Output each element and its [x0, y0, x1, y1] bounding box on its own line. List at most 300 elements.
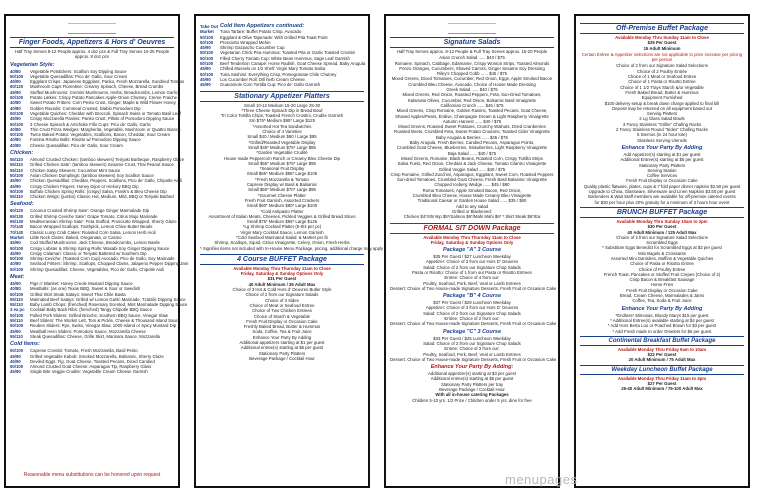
- salad-line: Greek Salad ...... $40 / $75: [446, 87, 498, 93]
- menu-item-name: Cod Stuffed Mushrooms: Jack Cheese, Breadcrumbs, Lemon Basile: [30, 240, 160, 246]
- menu-item-name: Vegetarian Chick Pea Hummus: Toasted Pita or Garlic Toasted Crostini: [220, 50, 356, 56]
- package-line: Entree: Choice of 3 from our:: [444, 346, 500, 352]
- package-a-lines: [390, 254, 557, 291]
- platter-line: Tri Color Tortilla Chips, Toasted French Crostini, Crudite Garnish: [220, 113, 344, 119]
- menu-item-name: Potato Latkes: Crispy Potato Pancakes Apple-Onion Chutney, Creme Fraiche: [30, 95, 178, 101]
- watermark-text: menupages: [505, 472, 578, 487]
- menu-item-name: Vegetable Potstickers: Scallion Soy Dipping Sauce: [30, 68, 127, 74]
- menu-item-name: Eggplant Crisps: Japanese Eggplant, Panko, Fresh Mozzarella, Sundried Tomato: [30, 79, 185, 85]
- menu-item-price: 50/100: [10, 73, 24, 79]
- menu-item-price: 60/120: [10, 208, 24, 214]
- menu-item-price: 40/80: [10, 68, 21, 74]
- menu-item: [10, 334, 174, 339]
- package-line: Entree: Choice of 2 from our:: [444, 316, 500, 322]
- in-house-note: With all in-house catering Packages: [435, 392, 509, 398]
- buffet-line: $100 delivery setup & break down charge applied to final bill: [604, 100, 720, 106]
- menu-item-price: Market: [10, 234, 24, 240]
- salad-line: Grilled or Blackened:: [452, 208, 492, 214]
- buffet-line: Choice of 2 Poultry Entrée: [636, 68, 688, 74]
- brunch-line: Choice of Pasta or Risotto Entree: [630, 261, 694, 267]
- platter-list: [200, 107, 384, 251]
- package-line: Appetizer: Choice of 3 from our Hors D' Oeuvres: [425, 259, 519, 265]
- salad-line: Shaved Apples/Pears, Endive, Champagne Dream & Light Raspberry Vinaigrette: [395, 113, 549, 119]
- platter-line: *Gourmet Cheese Platter: [257, 192, 306, 198]
- brunch-enhance-title: Enhance Your Party By Adding: [621, 305, 703, 312]
- platter-line: Shrimp, Scallops, Squid, Citrus Vinaigrette, Celery, Onion, Fresh Herbs: [214, 240, 350, 246]
- restaurant-logo: [390, 20, 554, 36]
- menu-item-name: Thin Crust Pizza Wedges: Margherita, Vegetable, Mushroom or Quattro Bianco: [30, 126, 181, 132]
- brunch-line: Choice of Poultry Entree: [638, 266, 686, 272]
- buffet-line: 2 Lg Glass Salad Bowls: [639, 116, 685, 122]
- buffet-lines: [580, 63, 744, 142]
- brunch-line: Bread, Cream Cheese, Marmalades & Jams: [619, 293, 705, 299]
- enhance-line: Fresh Fruit Display or Occasion Cake: [626, 178, 698, 184]
- menu-item-price: 50/100: [10, 364, 24, 370]
- enhance-line: Coffee Services: [646, 173, 678, 179]
- menu-item-price: 45/90: [10, 89, 21, 95]
- menu-item-price: 50/100: [10, 188, 24, 194]
- package-b-title: Package "B" 4 Course: [442, 293, 502, 300]
- menu-item-name: Almond Crusted Chicken: (tamboo skewers) Teriyaki Barbeque, Raspberry Glaze: [30, 157, 185, 163]
- platter-line: Small $60* Medium $80* Large $100: [246, 203, 318, 209]
- package-line: Salad: Choice of 2 from our Signature Chop Salads: [423, 340, 521, 346]
- enhance-line: Quality plastic flatware, plates, cups & 7 fold paper dinner napkins $2.50 per guest: [583, 183, 741, 189]
- brunch-minimum: 40 Adult Minimum / 125 Adult Max: [627, 229, 697, 235]
- salad-line: Baby Arugula & Berries ...... $45 / $75: [436, 134, 508, 140]
- restaurant-logo: [10, 20, 174, 36]
- salad-line: Roma Tomatoes, Apple Smoked Bacon, Red Onion,: [422, 187, 522, 193]
- buffet-line: Choice of 1 Pasta or Risotto Entree: [628, 79, 696, 85]
- menu-item-name: Marinated Beef Satays: Grilled w/ Lemon Garlic Marinade, Tzatziki Dipping Sauce: [30, 296, 186, 302]
- enhance-line: Stationary Party Platters per tray: [440, 381, 504, 387]
- menu-item-name: Lox Cucumber Roll: Dill herb Cream Cheese: [220, 76, 305, 82]
- brunch-enhance-lines: [580, 313, 744, 334]
- platters-title: Stationary Appetizer Platters: [200, 91, 364, 102]
- menu-item-name: Baby Lamb Chops: (frenched) Rosemary Scented, Mint Marmalade Dipping Sauce: [30, 302, 188, 308]
- platter-line: *Cold Antipasto Platter: [260, 208, 304, 214]
- menu-item-price: 40/80: [10, 126, 21, 132]
- brunch-enhance-line: * Additional Entree(s) available starting at $4 per guest: [610, 317, 714, 323]
- buffet-line: 2 Fancy Stainless Round "Sides" Chafing Racks: [616, 127, 708, 133]
- menu-item-price: 45/90: [10, 328, 21, 334]
- buffet-line: Choice of 2 from our Signature Salads: [245, 292, 319, 298]
- continental-price: $22 Per Guest: [647, 352, 677, 358]
- menu-item: [10, 194, 174, 199]
- package-a-title: Package "A" 3 Course: [442, 247, 502, 254]
- brunch-line: Mini Bagels & Croissants: [638, 250, 686, 256]
- menu-item-price: 45/90: [10, 178, 21, 184]
- menu-item: [10, 267, 174, 272]
- menu-item-name: Buffalo Chicken Spring Rolls: (crispy) Salsa, Frank's & Bleu Cheese Dip: [30, 188, 167, 194]
- salad-line: Ponzu Oranges, Cucumbers, Shaved Carrots, Ginger Sesame Soy Dressing: [399, 65, 545, 71]
- page-title: Signature Salads: [390, 37, 554, 48]
- menu-item-name: Classic Lump Crab Cakes: Roasted Corn Salsa, Lemon Herb Aioli: [30, 229, 156, 235]
- platter-line: *Grilled/Roasted Vegetable Display: [248, 139, 316, 145]
- menu-item-price: 50/100: [10, 245, 24, 251]
- brunch-line: Assorted Mini Danishes, Muffins & Vegetable Quiches: [610, 255, 714, 261]
- salad-line: Grilled Veggie Salad ...... $40 / $75: [438, 166, 506, 172]
- menu-item-price: 50/100: [10, 323, 24, 329]
- brunch-line: French Toast, Pancakes or Stuffed Fruit Crepes (Choice of 2): [603, 271, 721, 277]
- platter-line: Choice of 4 Varieties: [262, 129, 302, 135]
- salad-line: Autumn Harvest ...... $40 / $75: [442, 118, 502, 124]
- menu-item-name: Single Bite Veggie Crudite: Vegetable Cream Cheese Garnish: [30, 369, 148, 375]
- menu-item-price: 45/90: [10, 79, 21, 85]
- menu-item-price: 55/110: [10, 318, 23, 324]
- menu-page-cold-items-platters: [194, 14, 384, 488]
- menu-item-price: 55/110: [10, 167, 23, 173]
- buffet-line: 5 Sternos (in 24 hour tote): [637, 132, 687, 138]
- section-heading-seafood: Seafood:: [10, 201, 34, 208]
- package-line: Salad: Choice of 2 from our Signature Chop Salads: [423, 264, 521, 270]
- buffet-line: Freshly Baked Bread, Butter & Hummus: [243, 324, 321, 330]
- menu-item: [10, 369, 174, 374]
- menu-item-name: Asian Chicken Dumplings: (tamboo skewers) Soy Scallion Sauce: [30, 172, 154, 178]
- enhance-line: Additional entree(s) starting at $5 per guest: [430, 376, 514, 382]
- platter-line: Small $55* Medium $75* Large $95: [248, 160, 316, 166]
- formal-title: FORMAL SIT DOWN Package: [390, 223, 554, 234]
- menu-item-price: 50/100: [10, 110, 24, 116]
- luncheon-title: Weekday Luncheon Buffet Package: [580, 365, 744, 375]
- menu-item-name: Deviled Eggs: Fig, Goat Cheese, Toasted Pecans, Diced Candied: [30, 358, 155, 364]
- platter-line: Caprese Display w/ Basil & Balsamic: [246, 182, 318, 188]
- salad-line: Traditional Caesar or Garden House Salad ...... $35 / $60: [417, 198, 527, 204]
- menu-item: [200, 82, 364, 87]
- menu-item-name: Filled Cherry Tomato Cup: White Bean Hummus, Sage Leaf Garnish: [220, 55, 350, 61]
- buffet-line: Choice of 2 from our Signature Salad Selections: [616, 63, 708, 69]
- salad-line: Baby Arugula, Fresh Berries, Candied Pecans, Asparagus Points,: [409, 140, 535, 146]
- section-heading-vegetarian: Vegetarian Style:: [10, 61, 55, 68]
- platter-line: *Lg Shrimp Cocktail Platter (6-8/4 per pc): [242, 224, 322, 230]
- brunch-line: Fresh Fruit Display or Occasion Cake: [626, 287, 698, 293]
- menu-item-price: 70/140: [10, 229, 24, 235]
- buffet-line: Beverage Package / Cocktail Hour: [249, 355, 315, 361]
- salad-list: [390, 55, 554, 219]
- menu-item-price: 50/100: [200, 71, 214, 77]
- buffet-line: Stainless Serving Utensils: [637, 137, 687, 143]
- menu-item-name: Bacon Wrapped Scallops: Toothpick, Lemon Chive Butter Beads: [30, 224, 153, 230]
- menu-item-price: 45/90: [10, 250, 21, 256]
- package-line: Salad: Choice of 2 from our Signature Chop Salads: [423, 310, 521, 316]
- enhance-line: for $30 per hour plus 20% gratuity for a minimum of 3 hours hour event: [594, 199, 730, 205]
- menu-item-price: 45/90: [200, 45, 211, 51]
- menu-item-price: 45/90: [200, 76, 211, 82]
- menu-item-name: Shrimp Gazpacho Cucumber Cup: [220, 45, 285, 51]
- page-title: Finger Foods, Appetizers & Hors d' Oeuvres: [10, 37, 174, 48]
- menu-item-price: 55/110: [10, 194, 23, 200]
- platters-sizes: Small 10-12 Medium 15-20 Large 25-30: [244, 102, 320, 108]
- salad-line: Romaine, Spinach, Cabbage, Edamame, Crispy Wonton Strips, Toasted Almonds: [394, 60, 550, 66]
- menu-item-name: Shrimp Quesadillas: Cheese, Vegetables, Pico de' Gallo, Chipotle Aioli: [30, 266, 165, 272]
- buffet-line: Fresh Baked Bread, Butter & Hummus: [625, 89, 699, 95]
- package-line: $33 Per Guest / $25 Luncheon Weekday: [433, 335, 511, 341]
- menu-item-name: Crispy Chicken Fingers: Honey Dijon or Hickory BBQ Dip: [30, 183, 139, 189]
- brunch-line: Coffee, Tea, Soda & Fruit Juice: [632, 298, 692, 304]
- buffet-line: Equipment Furnished: [641, 95, 683, 101]
- formal-special-days: Friday, Saturday & Sunday Options Only: [430, 239, 514, 245]
- salad-line: Asian Crunch Salad ...... $40 / $75: [439, 55, 505, 61]
- package-line: Dessert: Choice of Two House-made Signature Desserts, Fresh Fruit or Occasion Cake: [390, 285, 557, 291]
- buffet-minimum: 40 Adult Minimum / 35 Adult Max: [248, 281, 316, 287]
- salad-line: Baja Salad ...... $40 / $75: [447, 150, 497, 156]
- buffet-availability: Available Monday Thru Sunday 11am to Close: [615, 35, 709, 40]
- menu-item-name: Reuben Sliders: Rye, Swiss, Vinegar Slaw, 1000 Island or Spicy Mustard Dip: [30, 323, 177, 329]
- menu-item-name: Meatballs: (as one) Texas BBQ, Sweet & Sour or Swedish: [30, 286, 141, 292]
- menu-item-price: 40/80: [10, 105, 21, 111]
- platter-line: Assortment of Italian Meats, Cheeses, Pickled Veggies & Grilled Bread Slices: [208, 213, 356, 219]
- menu-item-name: Caprese Crostini: Tomato, Fresh Mozzarella, Basil Pesto: [30, 348, 138, 354]
- luncheon-availability: Available Monday Thru Friday 11am to 3pm: [617, 375, 707, 381]
- buffet-line: Choice of Meat or Seafood Entree: [249, 302, 315, 308]
- menu-item-name: Chicken Quesadillas: Cheddar, Peppers, Scallions, Pico de' Gallo, Chipotle Aioli: [30, 178, 182, 184]
- menu-item-name: Twice Baked Potato: Vegetables, Scallions, Bacon, Cheddar, Sour Cream: [30, 132, 170, 138]
- menu-item-price: 45/90: [10, 280, 21, 286]
- menu-item-name: Seafood Fritters: Shrimp, Scallops, Chopped Clams, Jalapeno Pepper Dipping Jam: [30, 261, 189, 267]
- salad-line: Mixed Greens, Red Onion, Roasted Peppers, Feta, Sun-Dried Tomatoes,: [402, 92, 542, 98]
- menu-item-price: 40/80: [10, 286, 21, 292]
- page-title: Cold Item Appetizers continued:: [220, 23, 305, 29]
- page-title: Off-Premise Buffet Package: [580, 23, 744, 34]
- menu-item-price: 50/100: [200, 55, 214, 61]
- platter-line: Small $50* Medium $70* Large $95: [248, 187, 316, 193]
- buffet-price: $25 Per Guest: [647, 40, 677, 46]
- buffet-line: Soda, Coffee, Tea & Fruit Juice: [252, 329, 312, 335]
- substitution-footer: Reasonable menu substitutions can be honored upon request: [23, 472, 161, 478]
- package-line: Dessert: Choice of Two House-made Signature Desserts, Fresh Fruit or Occasion Cake: [390, 356, 557, 362]
- menu-item-price: 40/80: [10, 142, 21, 148]
- menu-item-price: 55/110: [10, 296, 23, 302]
- menu-item-price: 50/100: [10, 291, 24, 297]
- menu-item-price: 45/90: [200, 82, 211, 88]
- buffet-lines: [200, 287, 364, 361]
- platter-line: House made Peppercorn Ranch or Creamy Bleu Cheese Dip: [223, 155, 341, 161]
- buffet-line: Additional appetizers starting at $1 per guest: [239, 340, 325, 346]
- menu-page-appetizers: [4, 14, 189, 488]
- salad-line: Roasted Beets, Crumbled Feta, Sweet Potato Croutons, Toasted Cider Vinaigrette: [393, 129, 551, 135]
- menu-item-name: Little Neck Clams: Baked, Oreganata, or Casino: [30, 234, 122, 240]
- menu-page-salads-formal: [384, 14, 560, 488]
- enhance-line: Serving Station: [647, 167, 677, 173]
- menu-item-price: 45/90: [10, 358, 21, 364]
- menu-item-price: 50/100: [200, 61, 214, 67]
- enhance-lines: [390, 371, 554, 392]
- menu-item-name: Chicken Wings: (jumbo) Classic Hot, Medium, Mild, BBQ or Teriyaki Barbed: [30, 194, 174, 200]
- menu-item-name: Beef Sliders: The Works! Lett, Tom & Pickle, Cheese & Thousand Island Sauce: [30, 318, 181, 324]
- platter-line: Fresh Fruit Garnish, Assorted Crackers: [244, 197, 320, 203]
- platter-line: * Signifies items not included with In-House Menu Package, pricing, additional charge may apply: [200, 245, 384, 251]
- menu-item-name: Grilled Skirt Steak Satays: Sweet Thai Chile Basta: [30, 291, 126, 297]
- salad-line: Riley's Chopped Cobb ...... $45 / $75: [436, 71, 508, 77]
- menu-item-price: 55/110: [10, 302, 23, 308]
- salad-line: Salsa Fuelo, Red Onion, Cheddar & Jack Cheese, Tomato Cilantro Vinaigrette: [397, 161, 547, 167]
- menu-item-price: 40/80: [10, 261, 21, 267]
- continental-minimum: 20 Adult Minimum / 75 Adult Max: [628, 357, 696, 363]
- salad-line: Kalamata Olives, Cucumber, Red Onion, Balsamic Basil Vinaigrette: [407, 97, 537, 103]
- menu-item-price: Market: [200, 29, 214, 35]
- tray-serving-note: Half Tray Serves 8-12 People approx. 4 doz pcs & Full Tray Serves 15-25 People approx. 8 doz pcs: [14, 49, 170, 60]
- menu-item-price: 65/130: [10, 213, 24, 219]
- continental-title: Continental Breakfast Buffet Package: [580, 336, 744, 346]
- package-line: Dessert: Choice of Two House-made Signature Desserts, Fresh Fruit or Occasion Cake: [390, 321, 557, 327]
- salad-line: Mixed Greens, Roasted Sweet Potatoes, Crunchy Walnuts, Dried Cranberries: [398, 124, 546, 130]
- enhance-title: Enhance Your Party By Adding: [621, 144, 703, 151]
- menu-item-name: Pigs n' Blanket: Honey Creole Mustard Dipping Sauce: [30, 280, 133, 286]
- salad-line: Mixed Greens, Diced Tomatoes, Cucumber, Red Onion, Eggs, Apple Smoked Bacon: [391, 76, 553, 82]
- take-out-heading: Take Out: [200, 24, 219, 29]
- menu-item-price: 60/120: [10, 84, 24, 90]
- menu-page-buffets: [574, 14, 750, 488]
- menu-item-price: 40/80: [10, 100, 21, 106]
- brunch-enhance-line: * Add Fresh made to order Omelets for $6 per guest: [612, 328, 712, 334]
- buffet-special-days: Friday, Saturday & Sunday Options Only: [240, 271, 324, 277]
- menu-item-name: Tuna Tartare: Buffet Potato Crisp, Avocado: [220, 29, 302, 35]
- section-heading-meat: Meat:: [10, 273, 25, 280]
- menu-item-name: Stuffed Mushrooms: Cremini Mushrooms, Herbs, Breadcrumbs, Lemon Garlic: [30, 89, 178, 95]
- platter-line: *Assorted Hot Tea Sandwiches: [252, 123, 312, 129]
- pricing-note: Certain Entree & Appetizer selections are not applicable to price increase per pricing per person: [581, 51, 743, 63]
- menu-item-price: 50/100: [10, 132, 24, 138]
- menu-item-price: 45/90: [10, 240, 21, 246]
- menu-item-name: Beef Tenderloin Canapé: Horse Radish, Goat Cheese Spread, Baby Arugula: [220, 61, 366, 67]
- buffet-line: Additional entree(s) starting at $5 per guest: [240, 345, 324, 351]
- buffet-minimum: 15 Adult Minimum: [643, 45, 681, 51]
- brunch-availability: Available Monday Thru Sunday 10am to 3pm: [616, 218, 708, 224]
- tray-serving-note: Half Tray Serves approx. 8-12 People & Full Tray Serves approx. 15-20 People: [396, 49, 548, 54]
- chicken-items: [10, 157, 185, 200]
- buffet-line: Stationary Party Platters: [258, 350, 306, 356]
- package-c-lines: [390, 335, 557, 362]
- seafood-items: [10, 208, 189, 272]
- menu-item-name: Prosciutto Wrapped Melon: [220, 39, 271, 45]
- enhance-line: Additional appetizer(s) starting at $3 per guest: [428, 371, 516, 377]
- enhance-line: Upgrade to China, Glassware, Silverware and Linen Napkins $3.50 per guest: [588, 189, 736, 195]
- menu-item-price: 50/100: [10, 312, 24, 318]
- menu-item-name: Shrimp Ceviche: (Toasted Corn Cup) Avocado, Pico de Gallo, Soy Marinade: [30, 256, 175, 262]
- formal-availability: Available Monday Thru Thursday 11am to Close: [423, 234, 521, 240]
- menu-item-name: Cocktail Baby Back Ribs: (frenched) Tangy Chipotle BBQ Sauce: [30, 307, 152, 313]
- salad-line: Chicken $4*/Shrimp $5*/Salmon $6*/Mahi Mahi $6* * Skirt Steak $6*/Ea: [403, 214, 541, 220]
- menu-item-name: Almond Crusted Goat Cheese: Asparagus Tip, Raspberry Glass: [30, 364, 152, 370]
- menu-item-price: 50/100: [200, 39, 214, 45]
- buffet-availability: Available Monday Thru Thursday 11am to Close: [233, 265, 331, 271]
- package-line: Appetizer: Choice of 3 from our Hors D' Oeuvres: [425, 305, 519, 311]
- luncheon-minimum: 25-40 Adult Minimum / 75-100 Adult Max: [621, 386, 703, 392]
- menu-item-name: Coconut Crusted Shrimp Sate': Orange Ginger Marmalade Dip: [30, 208, 150, 214]
- package-line: Poultry, Seafood, Pork, Beef, Veal or Lamb Entrees: [423, 280, 521, 286]
- enhance-lines: [580, 152, 744, 205]
- vegetarian-items: [10, 68, 185, 148]
- brunch-title: BRUNCH BUFFET Package: [580, 207, 744, 218]
- platter-line: Sm $75* Medium $95* Large $125: [249, 118, 315, 124]
- menu-item-name: Crispy Lobster & Shrimp Spring Rolls: Wasabi Soy Ginger Dipping Sauce: [30, 245, 170, 251]
- package-line: Entree: Choice of 4 from our:: [444, 275, 500, 281]
- menu-item-price: 65/130: [10, 219, 24, 225]
- menu-item-price: 45/90: [10, 116, 21, 122]
- continental-availability: Available Monday Thru Friday 9am to 10am: [617, 346, 707, 352]
- menu-item-price: 50/100: [10, 95, 24, 101]
- section-heading-cold: Cold Items:: [10, 341, 40, 348]
- menu-item-name: Pulled Pork Sliders: Grilled Brioche, Southern BBQ Sauce, Vinegar Slaw: [30, 312, 168, 318]
- package-line: $37 Per Guest / $29 Luncheon Weekday: [433, 300, 511, 306]
- package-b-lines: [390, 300, 557, 327]
- buffet-line: Choice of 1 Meat or Seafood Entree: [627, 74, 697, 80]
- package-line: Poultry, Seafood, Pork, Beef, Veal or Lamb Entrees: [423, 351, 521, 357]
- platter-line: *Cold Seafood Marinated Salad: & Market per lb: [236, 234, 328, 240]
- buffet-title: 4 Course BUFFET Package: [200, 254, 364, 265]
- menu-item-name: Sweet Potato Fritters: Corn Pesto Crust, Ginger, Maple & Wild Flower Honey: [30, 100, 176, 106]
- platter-line: *Three Cheese Spinach Dip in Bread Bowl: [241, 107, 323, 113]
- buffet-line: 3 Fancy Stainless "Grillie" Chafing Racks: [622, 121, 702, 127]
- salad-line: Crumbled Bleu Cheese, House Made Creamy Bleu Vinaigrette: [412, 193, 532, 199]
- menu-item-name: Chicken Satay Skewers: Cucumber Mint Sauce: [30, 167, 121, 173]
- menu-item-name: Meatball Hero Sliders: Pomodoro Sauce, Mozzarella Cheese: [30, 328, 146, 334]
- buffet-line: Choice of 3 Hot & Cold Hors d' Oeuvres Butler Style: [232, 287, 332, 293]
- salad-line: Sun-dried Tomatoes, Crumbled Goat Cheese, Fresh Basil Balsamic Vinaigrette: [396, 177, 548, 183]
- menu-item-name: Grilled Vegetable Kabob: Smoked Mozzarella, Balsamic, Sherry Glaze: [30, 353, 164, 359]
- brunch-line: * Substitute Eggs Benedict for Scrambled Eggs at $2 per guest: [602, 245, 722, 251]
- menu-item-name: Vegetable Quiches: Cheddar with Broccoli, Spinach Swiss or Tomato Basil Leaf: [30, 110, 181, 116]
- menu-item-price: 3 ea pc: [10, 307, 25, 313]
- menu-item-price: 45/90: [200, 66, 211, 72]
- menu-item-name: Grilled Chicken Sate': (tamboo skewers) Sesame Crust, Thai Peanut Sauce: [30, 162, 174, 168]
- luncheon-price: $27 Per Guest: [647, 381, 677, 387]
- menu-item-name: Mediterranean Shrimp Sate': Feta Stuffed, Prosciutto Wrapped, Sherry Glaze: [30, 219, 177, 225]
- menu-item-name: Steak Quesadillas: Cheese, Grille Skirt, Marinara Sauce, Mozzarella: [30, 333, 160, 339]
- buffet-line: Choice of Two Chicken Entrees: [252, 308, 312, 314]
- menu-item-price: 50/100: [10, 266, 24, 272]
- brunch-price: $30 Per Guest: [647, 224, 677, 230]
- menu-item-name: Grilled Shrimp Ceviche Sate': Grape Tomato, Citrus Mojo Marinade: [30, 213, 158, 219]
- salad-line: Californian Crunch ...... $45 / $75: [440, 102, 504, 108]
- menu-item-name: Vegetable Quesadillas: Pico de' Gallo, Sour Cream: [30, 73, 128, 79]
- package-line: Pasta or Risotto: Choice of 1 from our Pasta or Risotto Entrees: [412, 269, 532, 275]
- menu-item-price: 55/110: [10, 162, 23, 168]
- menu-item-name: Tuna Sashimi: Everything Crisp, Pomegranate Chile Chutney: [220, 71, 337, 77]
- brunch-line: Choice of 2 from our Signature Salad Selections: [616, 234, 708, 240]
- menu-item-price: 55/110: [10, 333, 23, 339]
- platter-line: Small $40 / Medium $60 / Large $85: [247, 134, 317, 140]
- menu-item-price: 50/100: [10, 172, 24, 178]
- enhance-line: Additional Entree(s) starting at $5 per guest: [620, 157, 704, 163]
- brunch-enhance-line: * Add Hors Berta Loo or Poached Brown for $3 per guest: [607, 323, 717, 329]
- buffet-line: Choice of 1 1/2 Trays Starch &/or Vegetable: [620, 84, 704, 90]
- children-pricing: Children 5-10 yrs. 1/2 Price / Children under 5 yrs. dine for free: [412, 397, 532, 403]
- salad-line: Crumbled Goat Cheese, Blueberries, Strawberries, Light Raspberry Vinaigrette: [396, 145, 548, 151]
- menu-item-price: 45/90: [10, 183, 21, 189]
- cold-item-list: [200, 29, 364, 87]
- menu-item-price: 40/80: [10, 137, 21, 143]
- brunch-line: Home Fries: [650, 282, 674, 288]
- menu-item-price: 50/100: [10, 121, 24, 127]
- package-c-title: Package "C" 3 Course: [442, 328, 502, 335]
- menu-item-price: 45/90: [10, 353, 21, 359]
- enhance-line: Stationary Party Platters: [638, 162, 686, 168]
- buffet-line: Deposit may be returned on all equipment based out: [612, 105, 712, 111]
- menu-item-price: 50/100: [10, 256, 24, 262]
- package-line: $35 Per Guest / $27 Luncheon Weekday: [433, 254, 511, 260]
- section-heading-chicken: Chicken:: [10, 150, 34, 157]
- menu-item-name: Guacamole Corn Tortilla Cup: Pico de' Gallo Garnish: [220, 82, 321, 88]
- menu-item-name: Mushroom Caps Florentine: Creamy Spinach, Cheese, Bread Crumbs: [30, 84, 164, 90]
- buffet-line: Fresh Fruit Display or Occasion Cake: [246, 318, 318, 324]
- buffet-line: Choice of 3 Sides: [265, 297, 299, 303]
- menu-item-name: Crispy Mozzarella Paninis: Panko Crust, Pillots of Pomodoro Dipping Sauce: [30, 116, 175, 122]
- menu-item-name: 3 Cheese Spinach & Artichoke Fillo Cups: Pico de' Gallo, Garlic: [30, 121, 151, 127]
- buffet-line: Enhance Your Party By Adding: [252, 334, 312, 340]
- brunch-lines: [580, 235, 744, 304]
- menu-item-price: 45/90: [10, 369, 21, 375]
- buffet-line: Serving Platters: [646, 111, 678, 117]
